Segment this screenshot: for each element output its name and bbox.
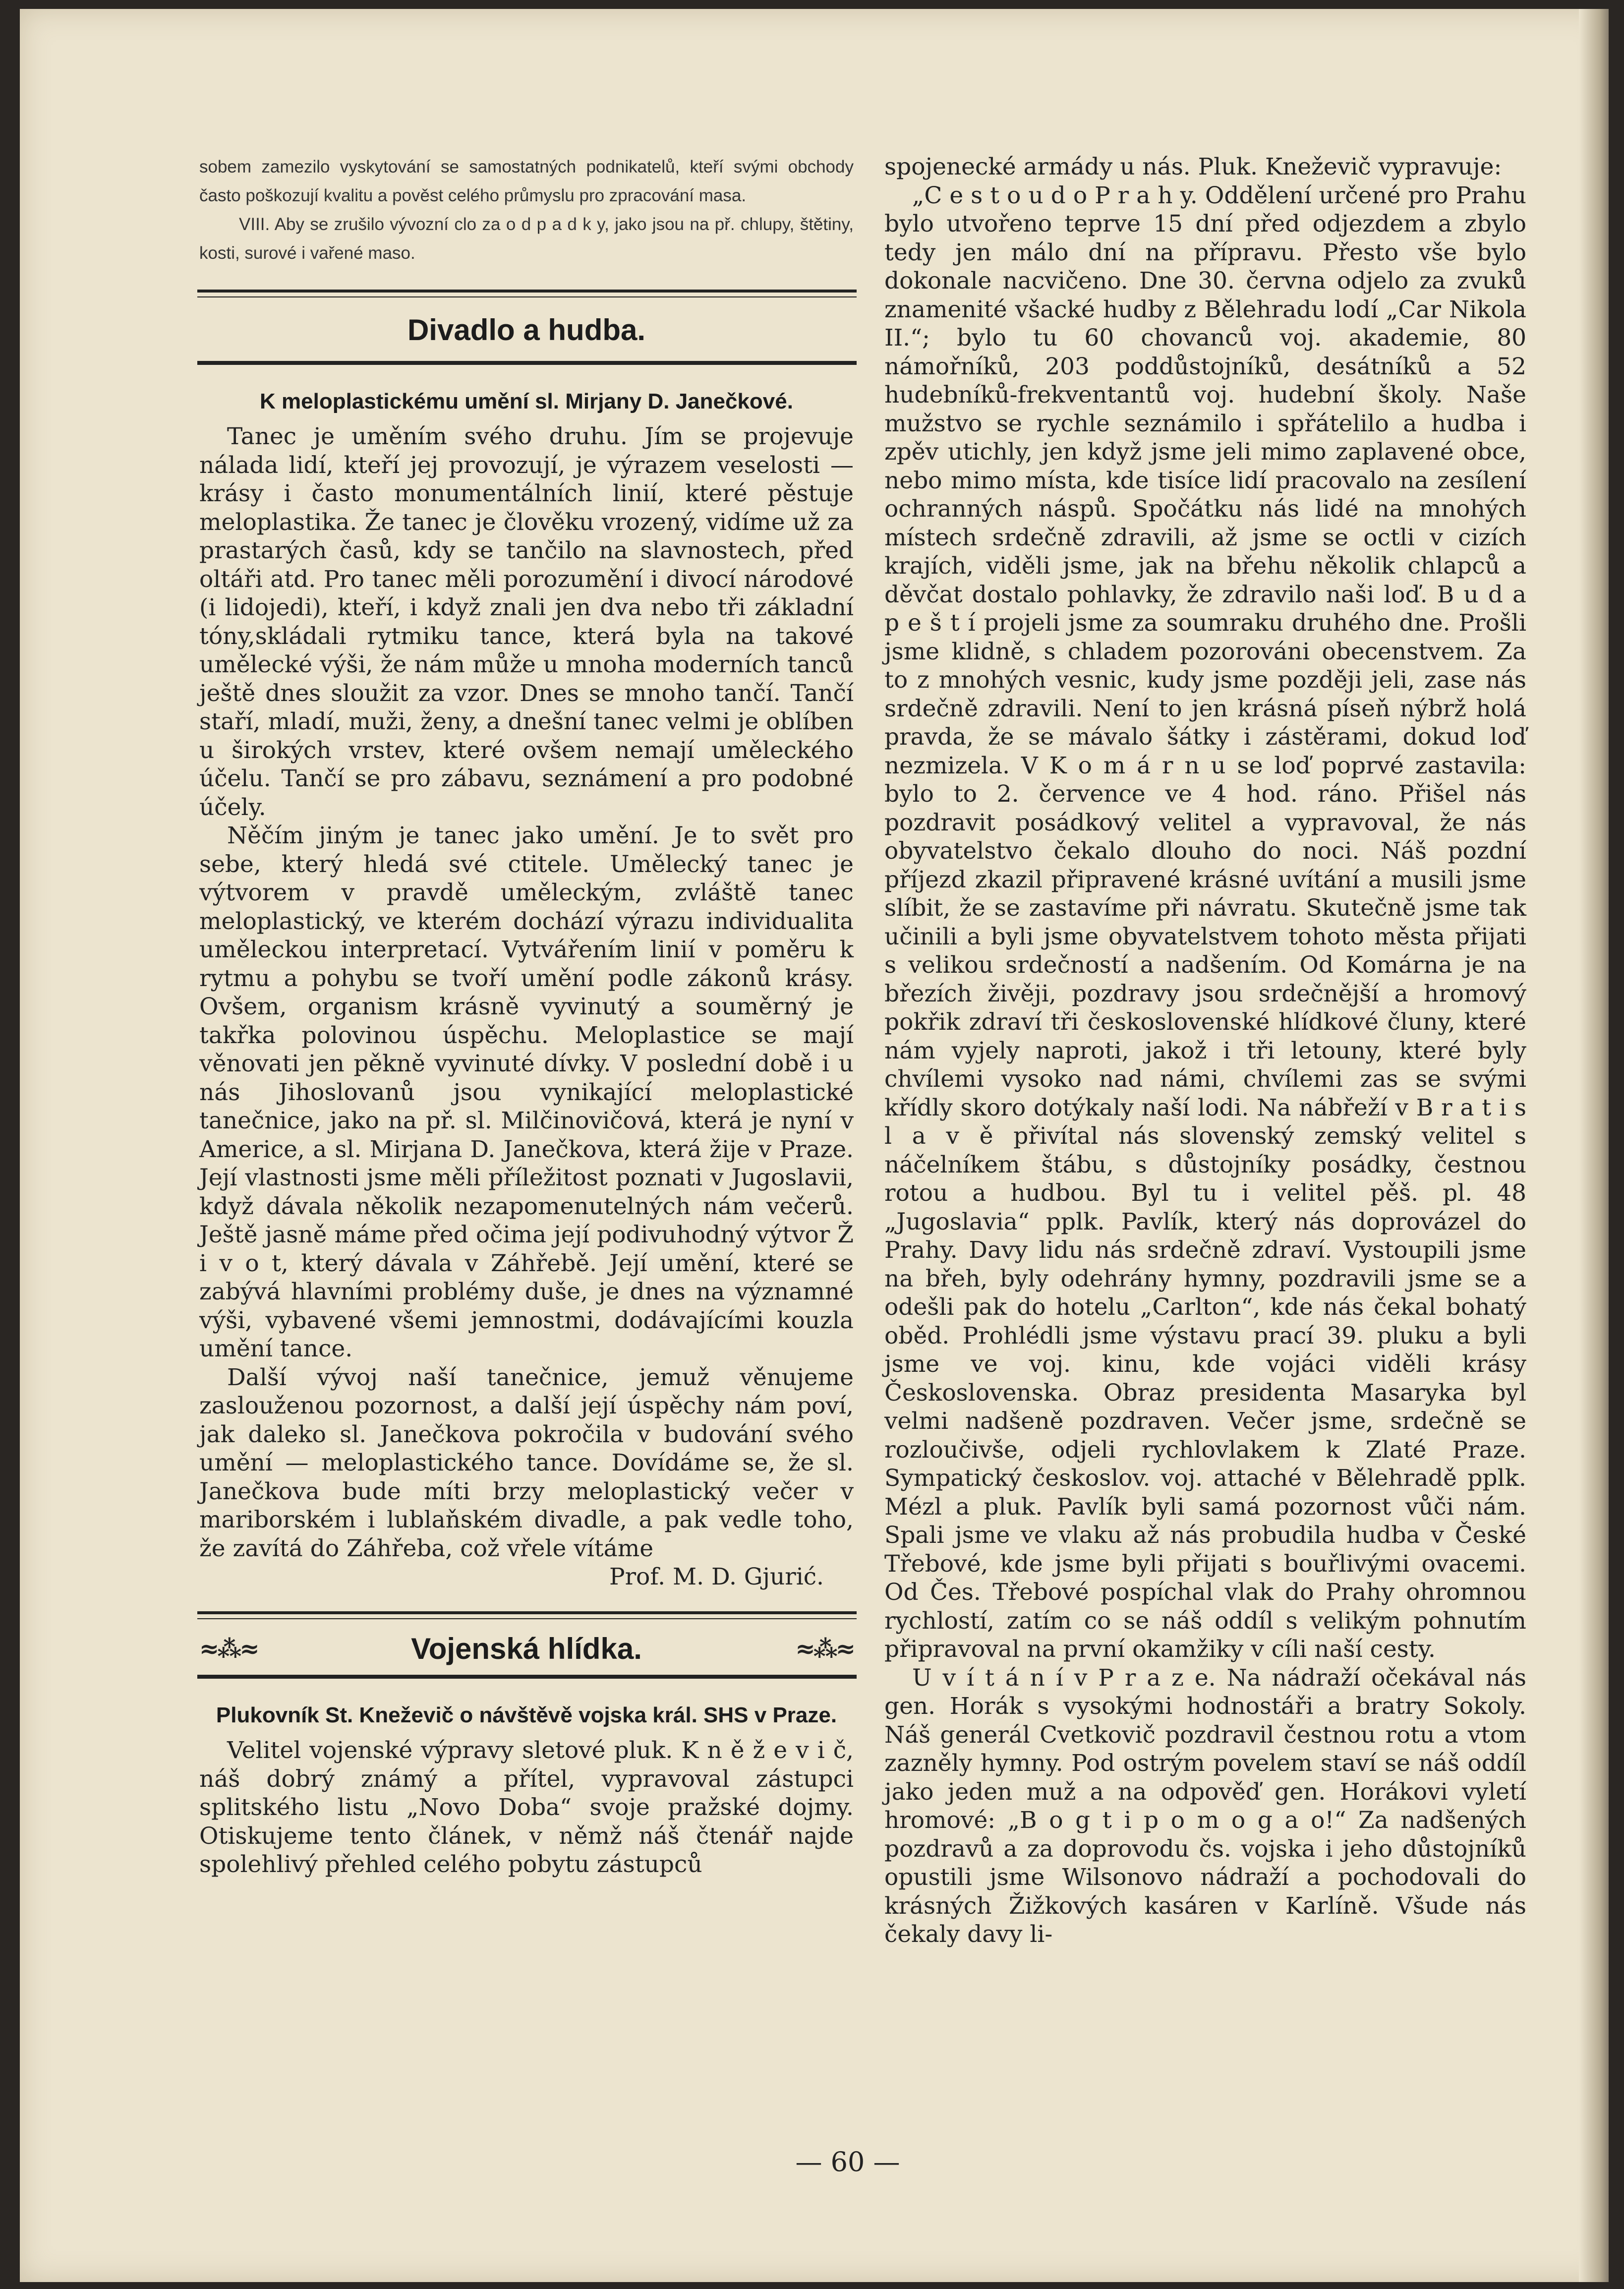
left-column — [199, 153, 854, 1879]
section-rule — [197, 1675, 857, 1679]
carryover-paragraph: sobem zamezilo vyskytování se samostatných podnikatelů, kteří svými obchody často poškozují kvalitu a pověst celého průmyslu pro zpracování masa. — [199, 157, 854, 205]
article-paragraph: „C e s t o u d o P r a h y. Oddělení určené pro Prahu bylo utvořeno teprve 15 dní před odjezdem a zbylo tedy jen málo dní na přípravu. Přesto vše bylo dokonale nacvičeno. Dne 30. června odjelo za zvuků znamenité všacké hudby z Bělehradu lodí „Car Nikola II.“; bylo tu 60 chovanců voj. akademie, 80 námořníků, 203 poddůstojníků, desátníků a 52 hudebníků-frekventantů voj. hudební školy. Naše mužstvo se rychle seznámilo i spřátelilo a hudba i zpěv utichly, jen když jsme jeli mimo zaplavené obce, nebo mimo místa, kde tisíce lidí pracovalo na zesílení ochranných náspů. Spočátku nás lidé na mnohých místech srdečně zdravili, až jsme se octli v cizích krajích, viděli jsme, jak na břehu několik chlapců a děvčat dostalo pohlavky, že zdravilo naši loď. B u d a p e š t í projeli jsme za soumraku druhého dne. Prošli jsme klidně, s chladem pozorováni obecenstvem. Za to z mnohých vesnic, kudy jsme později jeli, zase nás srdečně zdravili. Není to jen krásná píseň nýbrž holá pravda, že se mávalo šátky i zástěrami, dokud loď nezmizela. V K o m á r n u se loď poprvé zastavila: bylo to 2. července ve 4 hod. ráno. Přišel nás pozdravit posádkový velitel a vypravoval, že nás obyvatelstvo čekalo dlouho do noci. Náš pozdní příjezd zkazil připravené krásné uvítání a musili jsme slíbit, že se zastavíme při návratu. Skutečně jsme tak učinili a byli jsme obyvatelstvem tohoto města přijati s velikou srdečností a nadšením. Od Komárna je na březích živěji, pozdravy jsou srdečnější a hromový pokřik zdraví tři československé hlídkové čluny, které nám vyjely naproti, jakož i tři letouny, které byly chvílemi vysoko nad námi, chvílemi zas se svými křídly skoro dotýkaly naší lodi. Na nábřeží v B r a t i s l a v ě přivítal nás slovenský zemský velitel s náčelníkem štábu, s důstojníky posádky, čestnou rotou a hudbou. Byl tu i velitel pěš. pl. 48 „Jugoslavia“ pplk. Pavlík, který nás doprovázel do Prahy. Davy lidu nás srdečně zdraví. Vystoupili jsme na břeh, byly odehrány hymny, pozdravili jsme se a odešli pak do hotelu „Carlton“, kde nás čekal bohatý oběd. Prohlédli jsme výstavu prací 39. pluku a byli jsme ve voj. kinu, kde vojáci viděli krásy Československa. Obraz presidenta Masaryka byl velmi nadšeně pozdraven. Večer jsme, srdečně se rozloučivše, odjeli rychlovlakem k Zlaté Praze. Sympatický českoslov. voj. attaché v Bělehradě pplk. Mézl a pluk. Pavlík byli samá pozornost vůči nám. Spali jsme ve vlaku až nás probudila hudba v České Třebové, kde jsme byli přijati s bouřlivými ovacemi. Od Čes. Třebové pospíchal vlak do Prahy ohromnou rychlostí, zatím co se náš oddíl s velikým pohnutím připravoval na první okamžiky v cíli naší cesty. — [884, 181, 1526, 1663]
section-title-divadlo: Divadlo a hudba. — [407, 313, 646, 347]
section-rule — [197, 290, 857, 297]
page-number: — 60 — — [795, 2146, 900, 2177]
article-paragraph: Velitel vojenské výpravy sletové pluk. K n ě ž e v i č, náš dobrý známý a přítel, vypravoval zástupci splitského listu „Novo Doba“ svoje pražské dojmy. Otiskujeme tento článek, v němž náš čtenář najde spolehlivý přehled celého pobytu zástupců — [199, 1737, 854, 1878]
ornament-right-icon: ≈⁂≈ — [795, 1635, 854, 1663]
article-paragraph: Další vývoj naší tanečnice, jemuž věnujeme zaslouženou pozornost, a další její úspěchy nám poví, jak daleko sl. Janečkova pokročila v budování svého umění — meloplastického tance. Dovídáme se, že sl. Janečkova bude míti brzy meloplastický večer v mariborském i lublaňském divadle, a pak vedle toho, že zavítá do Záhřeba, což vřele vítáme — [199, 1363, 854, 1562]
section-rule — [197, 1611, 857, 1619]
binding-gutter — [1579, 9, 1609, 2282]
article-paragraph: spojenecké armády u nás. Pluk. Kneževič vypravuje: — [884, 153, 1502, 180]
article-paragraph: U v í t á n í v P r a z e. Na nádraží očekával nás gen. Horák s vysokými hodnostáři a bratry Sokoly. Náš generál Cvetkovič pozdravil čestnou rotu a vtom zazněly hymny. Pod ostrým povelem staví se náš oddíl jako jeden muž a na odpověď gen. Horákovi vyletí hromové: „B o g t i p o m o g a o!“ Za nadšených pozdravů a za doprovodu čs. vojska i jeho důstojníků opustili jsme Wilsonovo nádraží a pochodovali do krásných Žižkových kasáren v Karlíně. Všude nás čekaly davy li- — [884, 1664, 1526, 1948]
article-title-meloplastika: K meloplastickému umění sl. Mirjany D. Janečkové. — [260, 389, 793, 413]
ornament-left-icon: ≈⁂≈ — [199, 1635, 258, 1663]
article-paragraph: Tanec je uměním svého druhu. Jím se projevuje nálada lidí, kteří jej provozují, je výrazem veselosti — krásy i často monumentálních linií, které pěstuje meloplastika. Že tanec je člověku vrozený, vidíme už za prastarých časů, kdy se tančilo na slavnostech, před oltáři atd. Pro tanec měli porozumění i divocí národové (i lidojedi), kteří, i když znali jen dva nebo tři základní tóny,skládali rytmiku tance, která byla na takové umělecké výši, že nám může u mnoha moderních tanců ještě dnes sloužit za vzor. Dnes se mnoho tančí. Tančí staří, mladí, muži, ženy, a dnešní tanec velmi je oblíben u širokých vrstev, které ovšem nemají uměleckého účelu. Tančí se pro zábavu, seznámení a pro podobné účely. — [199, 423, 854, 821]
section-rule — [197, 361, 857, 365]
article-title-knezevic: Plukovník St. Kneževič o návštěvě vojska král. SHS v Praze. — [216, 1703, 837, 1727]
article-paragraph: Něčím jiným je tanec jako umění. Je to svět pro sebe, který hledá své ctitele. Umělecký tanec je výtvorem v pravdě uměleckým, zvláště tanec meloplastický, ve kterém dochází výrazu individualita uměleckou interpretací. Vytvářením linií v poměru k rytmu a pohybu se tvoří umění podle zákonů krásy. Ovšem, organism krásně vyvinutý a souměrný je takřka polovinou úspěchu. Meloplastice se mají věnovati jen pěkně vyvinuté dívky. V poslední době i u nás Jihoslovanů jsou vynikající meloplastické tanečnice, jako na př. sl. Milčinovičová, která je nyní v Americe, a sl. Mirjana D. Janečkova, která žije v Praze. Její vlastnosti jsme měli příležitost poznati v Jugoslavii, když dávala několik nezapomenutelných nám večerů. Ještě jasně máme před očima její podivuhodný výtvor Ž i v o t, který dávala v Záhřebě. Její umění, které se zabývá hlavními problémy duše, je dnes na významné výši, vybavené všemi jemnostmi, dodávajícími kouzla umění tance. — [199, 822, 854, 1362]
section-heading-vojenska — [199, 1629, 854, 1669]
right-column — [884, 153, 1526, 1949]
newspaper-page — [20, 9, 1609, 2282]
section-title-vojenska: Vojenská hlídka. — [411, 1632, 642, 1665]
carryover-paragraph: VIII. Aby se zrušilo vývozní clo za o d p a d k y, jako jsou na př. chlupy, štětiny, kosti, surové i vařené maso. — [199, 215, 854, 263]
author-signature: Prof. M. D. Gjurić. — [609, 1563, 824, 1590]
